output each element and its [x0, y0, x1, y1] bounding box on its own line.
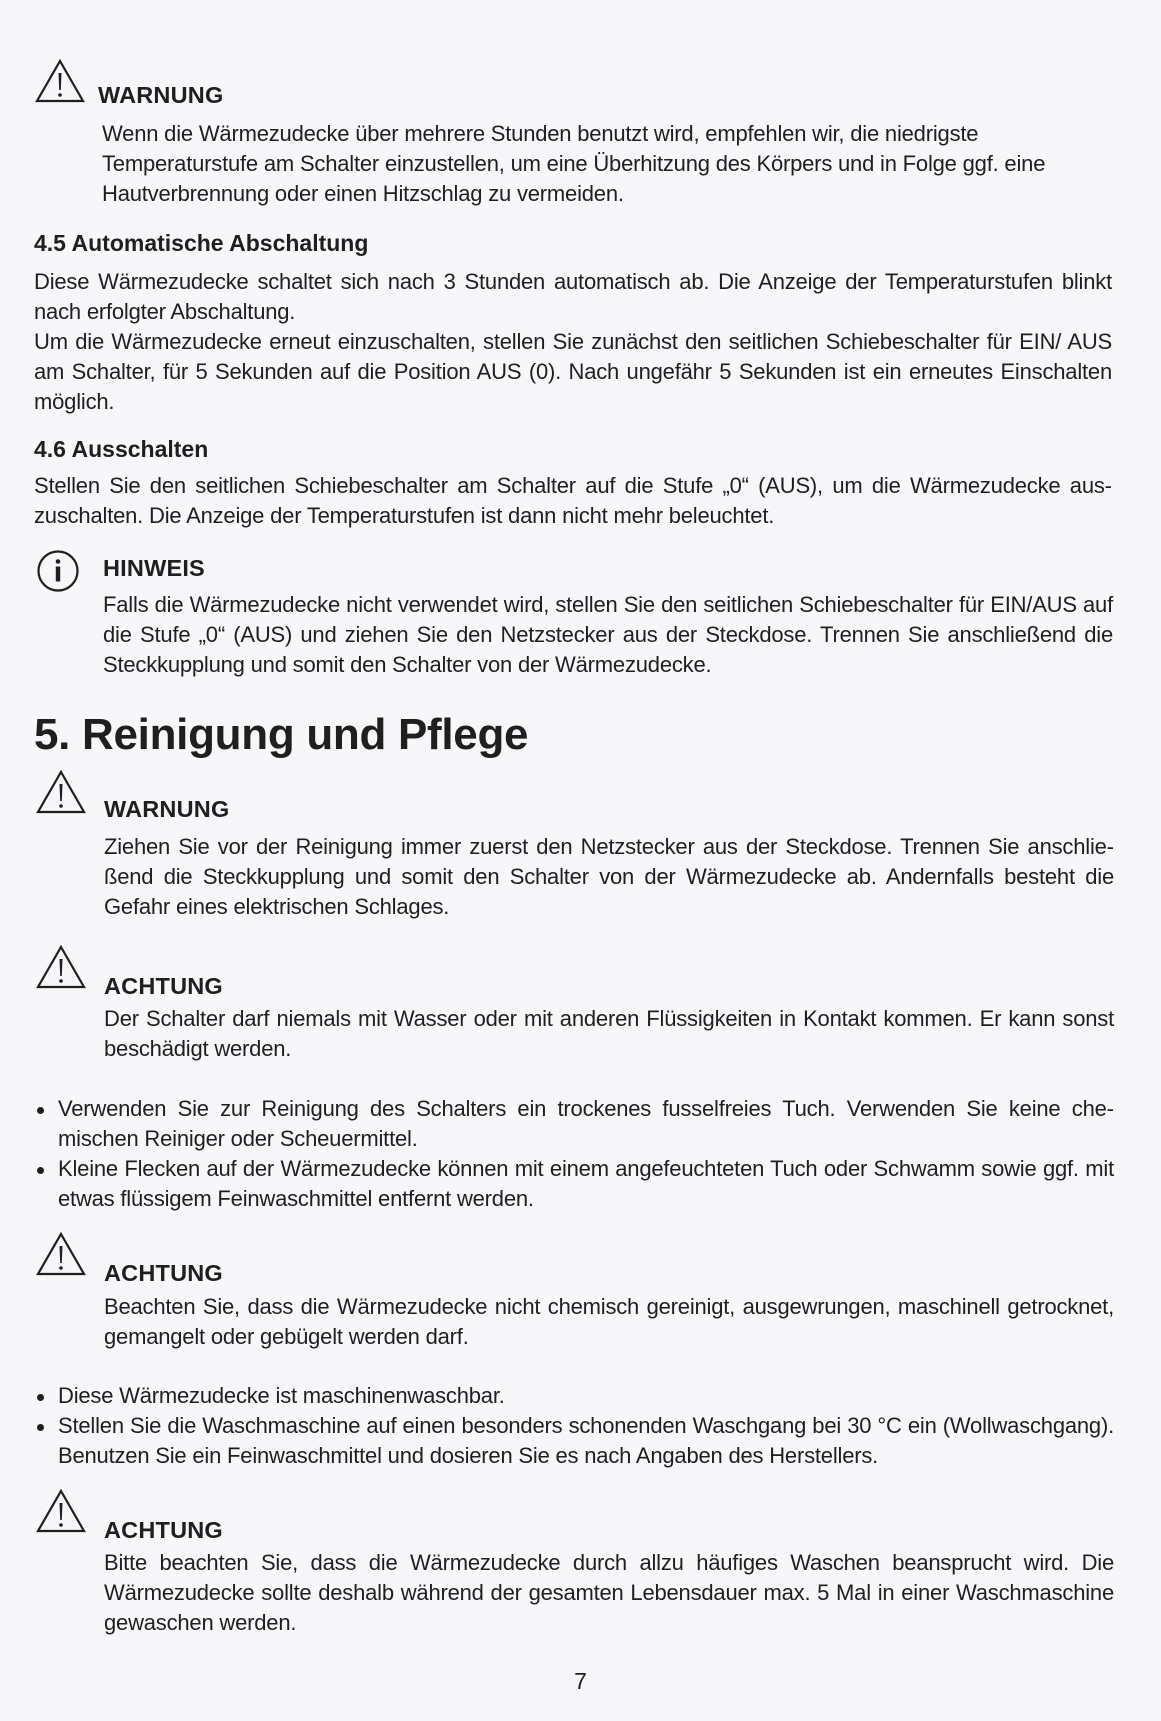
- list-item: Verwenden Sie zur Reinigung des Schalters ein trockenes fusselfreies Tuch. Verwenden Sie keine chemischen Reiniger oder Scheuermittel.: [34, 1094, 1114, 1154]
- section-heading: 4.5 Automatische Abschaltung: [34, 230, 369, 256]
- bullet-list: [34, 1094, 1114, 1214]
- section-body: [34, 267, 1112, 417]
- notice-text: Wenn die Wärmezudecke über mehrere Stunden benutzt wird, empfehlen wir, die niedrigste Temperaturstufe am Schalter einzustellen, um eine Überhitzung des Körpers und in Folge ggf. eine Hautverbrennung oder einen Hitzschlag zu vermeiden.: [102, 121, 1046, 206]
- warning-triangle-icon: [35, 1231, 87, 1277]
- warning-triangle-icon: [34, 58, 86, 104]
- notice-label: ACHTUNG: [104, 973, 223, 999]
- warning-triangle-icon: [35, 944, 87, 990]
- section-body: [34, 471, 1112, 531]
- warning-triangle-icon: [35, 769, 87, 815]
- notice-text: Falls die Wärmezudecke nicht verwendet wird, stellen Sie den seitlichen Schiebeschalter für EIN/AUS auf die Stufe „0“ (AUS) und ziehen Sie den Netzstecker aus der Steckdose. Trennen Sie anschließend die Steckkupplung und somit den Schalter von der Wärmezudecke.: [103, 592, 1113, 677]
- notice-text: Bitte beachten Sie, dass die Wärmezudecke durch allzu häufiges Waschen beansprucht wird. Die Wärmezudecke sollte deshalb während der gesamten Lebensdauer max. 5 Mal in einer Waschmaschine gewaschen werden.: [104, 1550, 1114, 1635]
- paragraph: Stellen Sie den seitlichen Schiebeschalter am Schalter auf die Stufe „0“ (AUS), um die Wärmezudecke auszuschalten. Die Anzeige der Temperaturstufen ist dann nicht mehr beleuchtet.: [34, 473, 1112, 528]
- bullet-list: [34, 1381, 1114, 1471]
- notice-text: Ziehen Sie vor der Reinigung immer zuerst den Netzstecker aus der Steckdose. Trennen Sie anschließend die Steckkupplung und somit den Schalter von der Wärmezudecke ab. Andernfalls besteht die Gefahr eines elektrischen Schlages.: [104, 834, 1114, 919]
- notice-text: Der Schalter darf niemals mit Wasser oder mit anderen Flüssigkeiten in Kontakt kommen. Er kann sonst beschädigt werden.: [104, 1006, 1114, 1061]
- notice-label: ACHTUNG: [104, 1260, 223, 1286]
- warning-notice: [0, 0, 1161, 215]
- chapter-title: 5. Reinigung und Pflege: [34, 710, 529, 759]
- paragraph: Diese Wärmezudecke schaltet sich nach 3 Stunden automatisch ab. Die Anzeige der Temperaturstufen blinkt nach erfolgter Abschaltung.: [34, 269, 1112, 324]
- notice-label: HINWEIS: [103, 555, 205, 581]
- page-number: 7: [574, 1668, 587, 1694]
- warning-triangle-icon: [35, 1488, 87, 1534]
- list-item: Kleine Flecken auf der Wärmezudecke können mit einem angefeuchteten Tuch oder Schwamm sowie ggf. mit etwas flüssigem Feinwaschmittel entfernt werden.: [34, 1154, 1114, 1214]
- section-heading: 4.6 Ausschalten: [34, 436, 209, 462]
- notice-label: WARNUNG: [98, 82, 224, 108]
- notice-label: ACHTUNG: [104, 1517, 223, 1543]
- list-item: Diese Wärmezudecke ist maschinenwaschbar.: [34, 1381, 1114, 1411]
- list-item: Stellen Sie die Waschmaschine auf einen besonders schonenden Waschgang bei 30 °C ein (Wollwaschgang). Benutzen Sie ein Feinwaschmittel und dosieren Sie es nach Angaben des Herstellers.: [34, 1411, 1114, 1471]
- notice-text: Beachten Sie, dass die Wärmezudecke nicht chemisch gereinigt, ausgewrungen, maschinell getrocknet, gemangelt oder gebügelt werden darf.: [104, 1294, 1114, 1349]
- notice-label: WARNUNG: [104, 796, 230, 822]
- paragraph: Um die Wärmezudecke erneut einzuschalten, stellen Sie zunächst den seitlichen Schiebeschalter für EIN/ AUS am Schalter, für 5 Sekunden auf die Position AUS (0). Nach ungefähr 5 Sekunden ist ein erneutes Einschalten möglich.: [34, 329, 1112, 414]
- info-circle-icon: [36, 549, 80, 593]
